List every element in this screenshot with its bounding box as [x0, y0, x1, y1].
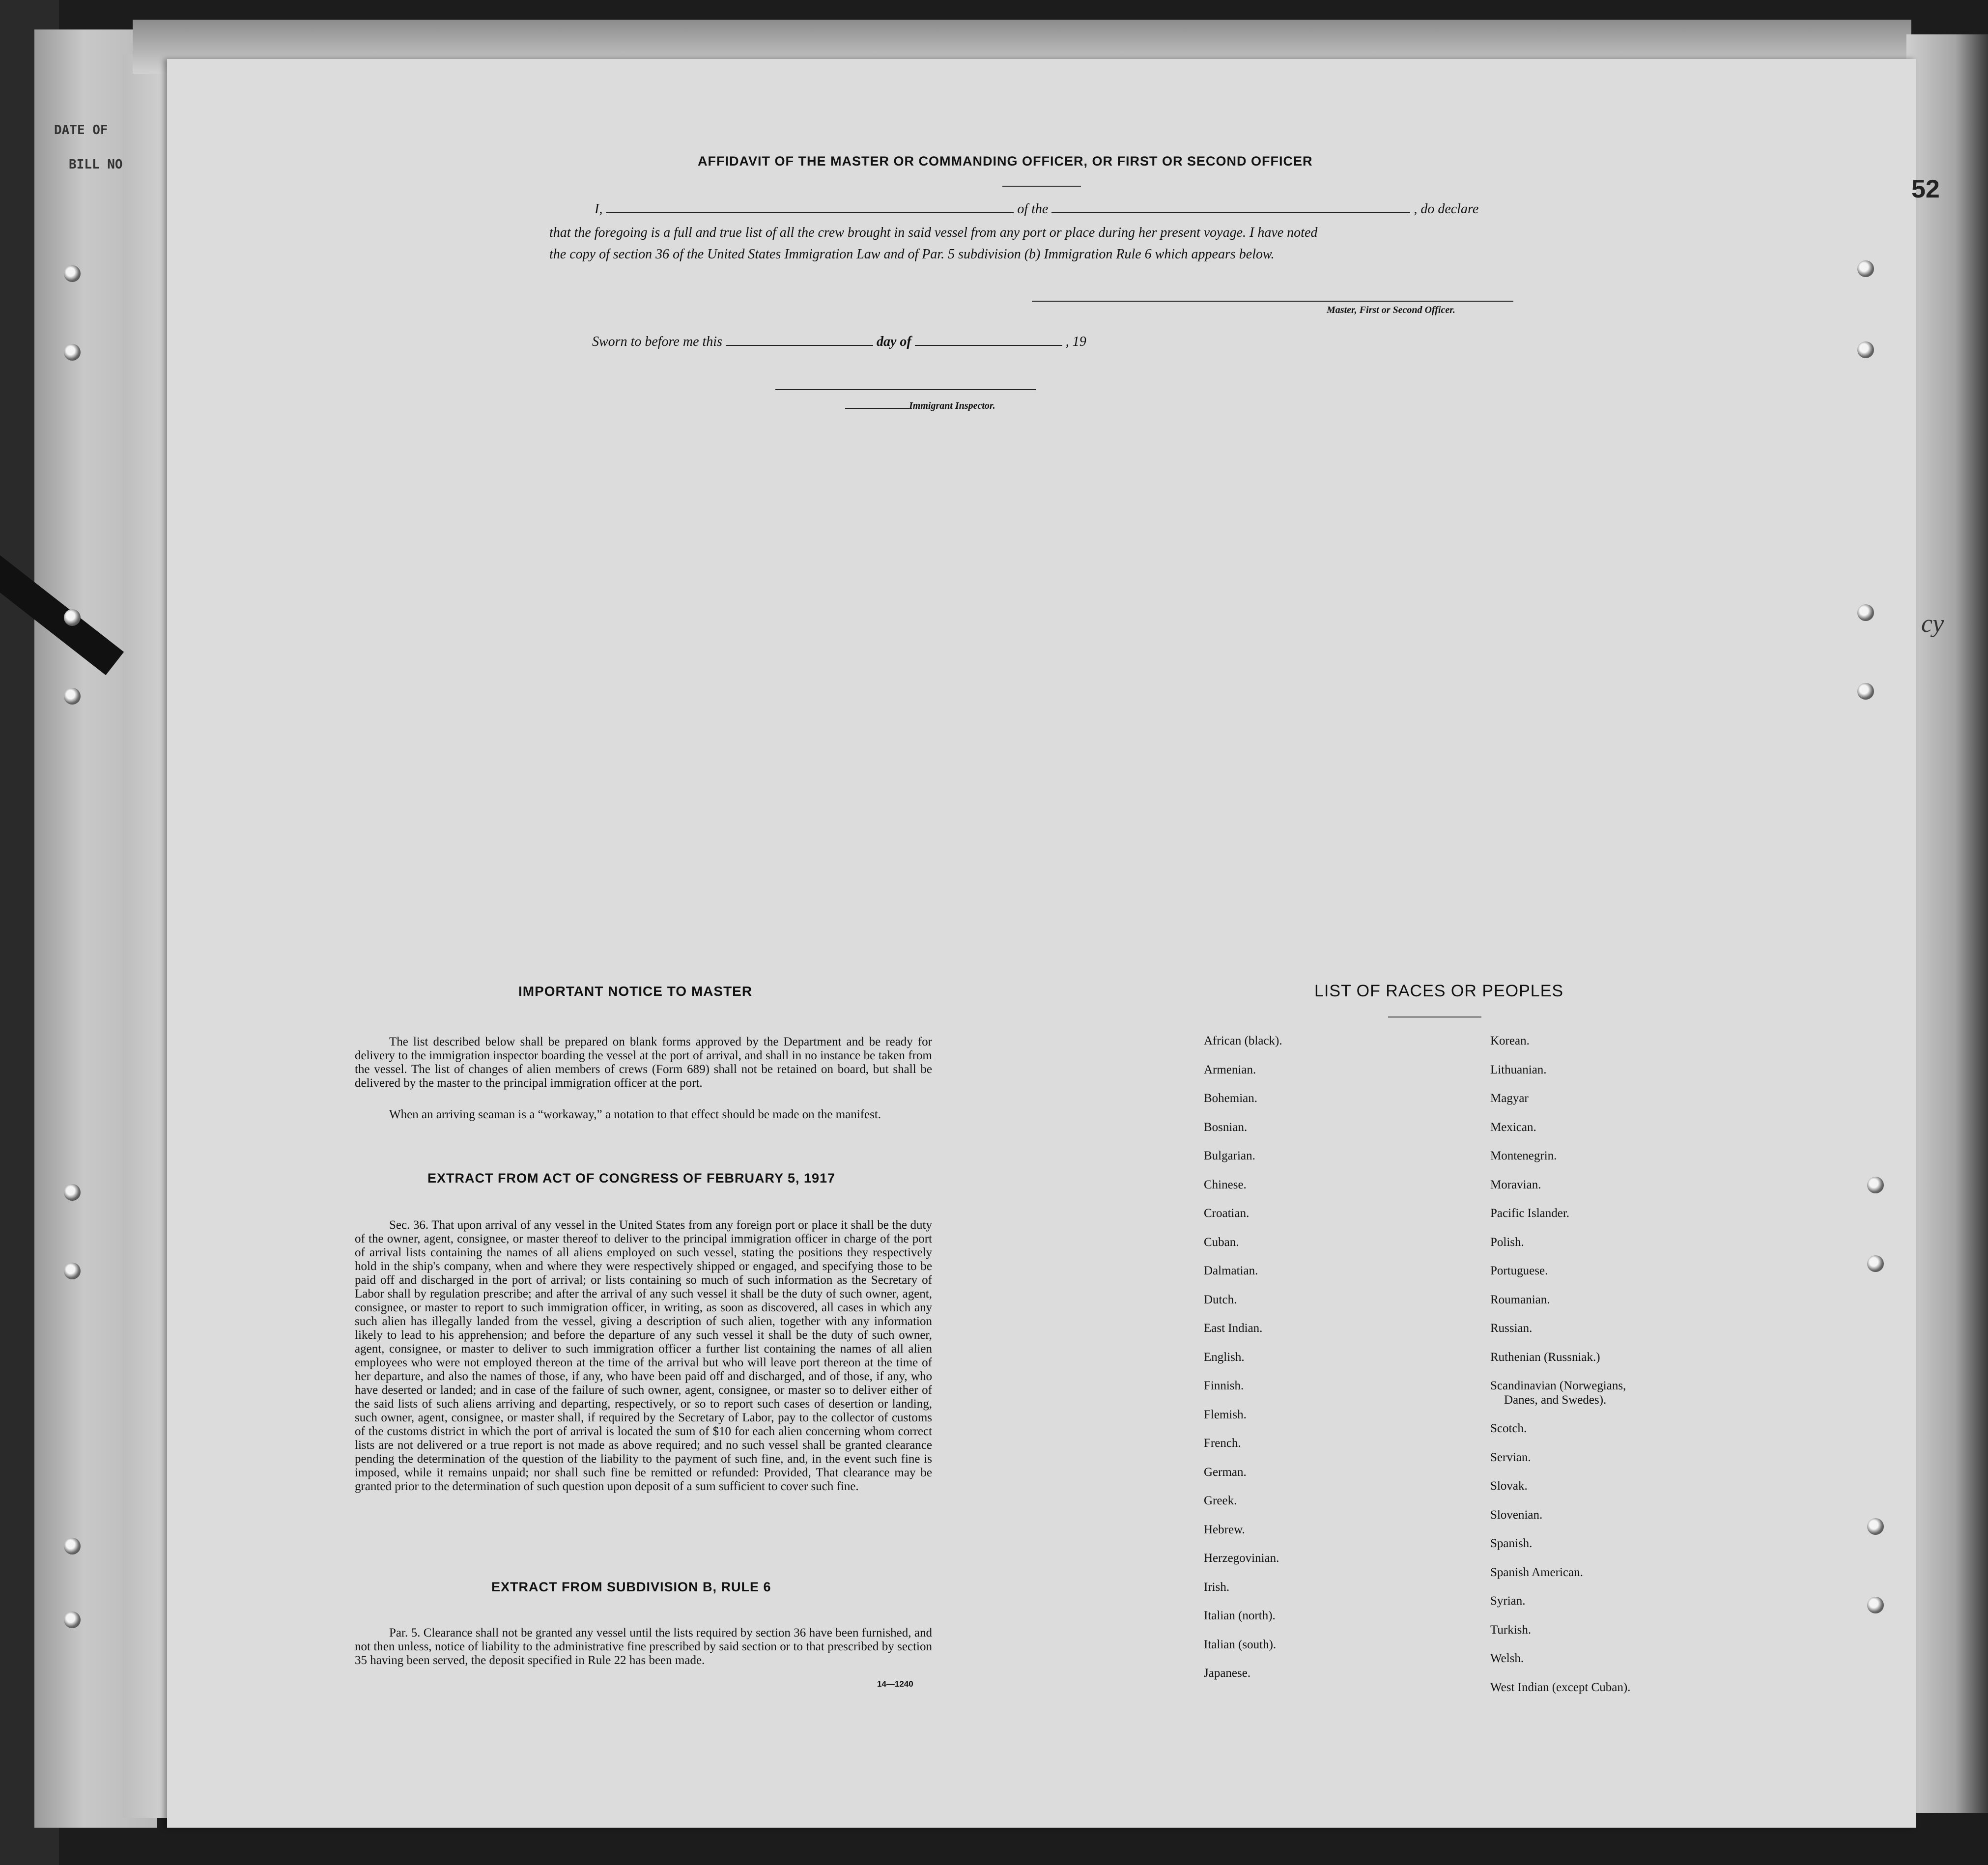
races-column-1 — [1204, 1027, 1449, 1688]
vessel-name-field[interactable] — [1051, 212, 1410, 213]
race-item: Spanish. — [1490, 1537, 1533, 1550]
race-item: East Indian. — [1204, 1322, 1263, 1335]
race-item: Roumanian. — [1490, 1293, 1550, 1306]
race-item: Pacific Islander. — [1490, 1207, 1570, 1220]
race-item: Herzegovinian. — [1204, 1552, 1279, 1565]
handwritten-initials: cy — [1921, 610, 1944, 638]
race-item: Chinese. — [1204, 1178, 1247, 1191]
race-item: Danes, and Swedes). — [1504, 1393, 1607, 1407]
master-name-field[interactable] — [606, 212, 1014, 213]
punch-hole — [64, 688, 81, 705]
race-item: Servian. — [1490, 1450, 1531, 1464]
race-item: Greek. — [1204, 1494, 1237, 1507]
punch-hole — [1857, 604, 1874, 621]
affidavit-line2: that the foregoing is a full and true list of all the crew brought in said vessel from any port or place during her present voyage. I have noted — [549, 225, 1318, 240]
inspector-label-text: Immigrant Inspector. — [909, 400, 995, 411]
race-item: Spanish American. — [1490, 1565, 1583, 1579]
race-item: French. — [1204, 1437, 1241, 1450]
race-item: Ruthenian (Russniak.) — [1490, 1350, 1600, 1364]
punch-hole — [1867, 1177, 1884, 1193]
race-item: Scandinavian (Norwegians, — [1490, 1379, 1626, 1392]
punch-hole — [1867, 1255, 1884, 1272]
sworn-line — [592, 334, 1086, 350]
race-item: Italian (north). — [1204, 1609, 1276, 1622]
master-signature-line[interactable] — [1032, 301, 1513, 302]
punch-hole — [64, 609, 81, 626]
race-item: Finnish. — [1204, 1379, 1244, 1392]
sworn-month-field[interactable] — [915, 345, 1062, 346]
notice-paragraph-1: The list described below shall be prepared on blank forms approved by the Department and be ready for delivery to the immigration inspector boarding the vessel at the port of arrival, and shall in no instance be taken from the vessel. The list of changes of alien members of crews (Form 689) shall not be retained on board, but shall be delivered by the master to the principal immigration officer at the port. — [355, 1035, 932, 1090]
race-item: West Indian (except Cuban). — [1490, 1680, 1631, 1694]
race-item: Lithuanian. — [1490, 1063, 1547, 1076]
punch-hole — [64, 1184, 81, 1201]
inspector-label — [845, 400, 995, 412]
notice-paragraph-2: When an arriving seaman is a “workaway,” a notation to that effect should be made on the manifest. — [389, 1108, 881, 1121]
sworn-prefix: Sworn to before me this — [592, 334, 722, 349]
punch-hole — [64, 1611, 81, 1628]
race-item: Irish. — [1204, 1580, 1230, 1594]
race-item: Magyar — [1490, 1092, 1529, 1105]
extract-act-title: EXTRACT FROM ACT OF CONGRESS OF FEBRUARY 5, 1917 — [427, 1171, 836, 1186]
race-item: Cuban. — [1204, 1235, 1239, 1249]
races-column-2 — [1490, 1027, 1765, 1702]
sworn-day-of: day of — [876, 334, 911, 349]
race-item: Flemish. — [1204, 1408, 1247, 1421]
race-item: Japanese. — [1204, 1667, 1251, 1680]
label-do-declare: , do declare — [1414, 201, 1479, 217]
inspector-signature-line[interactable] — [775, 389, 1036, 390]
affidavit-line1 — [595, 201, 1478, 217]
punch-hole — [1857, 341, 1874, 358]
punch-hole — [64, 265, 81, 282]
bill-no-margin-label: BILL NO — [69, 157, 123, 172]
title-rule — [1002, 186, 1081, 187]
race-item: Russian. — [1490, 1322, 1533, 1335]
extract-act-body: Sec. 36. That upon arrival of any vessel in the United States from any foreign port or place it shall be the duty of the owner, agent, consignee, or master thereof to deliver to the principal immigration officer in charge of the port of arrival lists containing the names of all aliens employed on such vessel, stating the positions they respectively hold in the ship's company, when and where they were respectively shipped or engaged, and specifying those to be paid off and discharged in the port of arrival; or lists containing so much of such information as the Secretary of Labor shall by regulation prescribe; and after the arrival of any such vessel it shall be the duty of such owner, agent, consignee, or master to report to such immigration officer, in writing, as soon as discovered, all cases in which any such alien has illegally landed from the vessel, giving a description of such alien, together with any information likely to lead to his apprehension; and before the departure of any such vessel it shall be the duty of such owner, agent, consignee, or master to deliver to such immigration officer a further list containing the names of all alien employees who were not employed thereon at the time of the arrival but who will leave port thereon at the time of her departure, and also the names of those, if any, who have been paid off and discharged, and of those, if any, who have deserted or landed; and in case of the failure of such owner, agent, consignee, or master so to deliver either of the said lists of such aliens arriving and departing, respectively, or so to report such cases of desertion or landing, such owner, agent, consignee, or master shall, if required by the Secretary of Labor, pay to the collector of customs of the customs district in which the port of arrival is located the sum of $10 for each alien concerning whom correct lists are not delivered or a true report is not made as above required; and no such vessel shall be granted clearance pending the determination of the question of the liability to the payment of such fine, and, in the event such fine is imposed, while it remains unpaid; nor shall such fine be remitted or refunded: Provided, That clearance may be granted prior to the determination of such question upon deposit of a sum sufficient to cover such fine. — [355, 1218, 932, 1493]
affidavit-title: AFFIDAVIT OF THE MASTER OR COMMANDING OFFICER, OR FIRST OR SECOND OFFICER — [698, 154, 1313, 169]
race-item: Welsh. — [1490, 1652, 1524, 1665]
punch-hole — [1867, 1597, 1884, 1613]
race-item: Dutch. — [1204, 1293, 1237, 1306]
race-item: English. — [1204, 1350, 1245, 1364]
punch-hole — [1867, 1518, 1884, 1535]
race-item: Polish. — [1490, 1235, 1524, 1249]
extract-rule-body: Par. 5. Clearance shall not be granted any vessel until the lists required by section 36 have been furnished, and not then unless, notice of liability to the administrative fine prescribed by said section or to that prescribed by section 35 having been served, the deposit specified in Rule 22 has been made. — [355, 1626, 932, 1667]
punch-hole — [1857, 260, 1874, 277]
race-item: Montenegrin. — [1490, 1149, 1557, 1162]
label-of-the: of the — [1017, 201, 1049, 217]
race-item: Hebrew. — [1204, 1523, 1245, 1536]
inspector-prefix-blank — [845, 408, 909, 409]
page-number: 52 — [1911, 175, 1940, 203]
race-item: Bosnian. — [1204, 1120, 1248, 1134]
race-item: Portuguese. — [1490, 1264, 1548, 1277]
race-item: Croatian. — [1204, 1207, 1250, 1220]
race-item: Dalmatian. — [1204, 1264, 1258, 1277]
race-item: Slovenian. — [1490, 1508, 1543, 1522]
date-of-margin-label: DATE OF — [54, 123, 108, 138]
punch-hole — [64, 344, 81, 361]
notice-title: IMPORTANT NOTICE TO MASTER — [518, 984, 753, 999]
punch-hole — [64, 1538, 81, 1554]
punch-hole — [64, 1263, 81, 1279]
punch-hole — [1857, 683, 1874, 700]
label-i: I, — [595, 201, 603, 217]
race-item: Italian (south). — [1204, 1638, 1277, 1651]
race-item: Bohemian. — [1204, 1092, 1258, 1105]
race-item: Syrian. — [1490, 1594, 1526, 1608]
affidavit-line3: the copy of section 36 of the United States Immigration Law and of Par. 5 subdivision (b) Immigration Rule 6 which appears below. — [549, 247, 1275, 262]
race-item: Korean. — [1490, 1034, 1530, 1047]
race-item: German. — [1204, 1465, 1247, 1479]
form-number: 14—1240 — [877, 1679, 913, 1689]
sworn-day-field[interactable] — [726, 345, 873, 346]
race-item: Slovak. — [1490, 1479, 1528, 1493]
race-item: Moravian. — [1490, 1178, 1541, 1191]
sworn-year: , 19 — [1065, 334, 1086, 349]
race-item: Mexican. — [1490, 1120, 1536, 1134]
race-item: Scotch. — [1490, 1422, 1527, 1435]
race-item: Bulgarian. — [1204, 1149, 1255, 1162]
races-title: LIST OF RACES OR PEOPLES — [1314, 982, 1564, 1000]
extract-rule-title: EXTRACT FROM SUBDIVISION B, RULE 6 — [491, 1580, 771, 1594]
race-item: African (black). — [1204, 1034, 1282, 1047]
master-signature-label: Master, First or Second Officer. — [1327, 305, 1455, 315]
right-page-edges — [1906, 34, 1988, 1813]
race-item: Armenian. — [1204, 1063, 1256, 1076]
race-item: Turkish. — [1490, 1623, 1532, 1637]
